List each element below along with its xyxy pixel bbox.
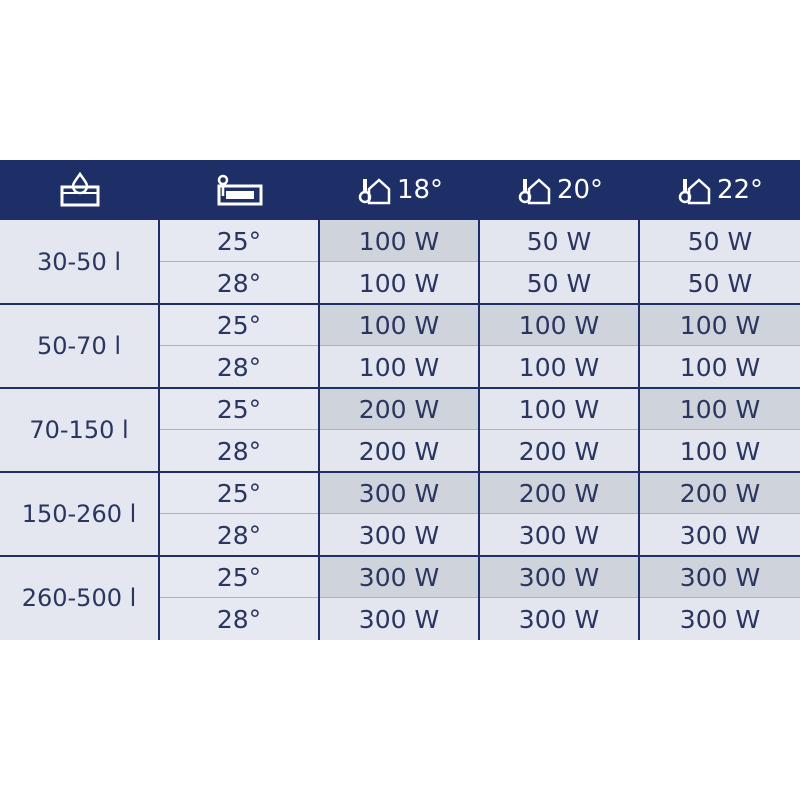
water-temp-cell: 28° (160, 514, 318, 556)
wattage-cell: 100 W (640, 346, 800, 388)
water-temp-cell: 28° (160, 598, 318, 640)
wattage-cell: 300 W (640, 514, 800, 556)
header-heater (160, 160, 320, 220)
wattage-cell: 300 W (640, 598, 800, 640)
wattage-cell: 100 W (320, 346, 478, 388)
volume-cell: 150-260 l (0, 472, 158, 556)
water-temp-cell: 25° (160, 472, 318, 514)
header-aquarium-volume (0, 160, 160, 220)
volume-cell: 260-500 l (0, 556, 158, 640)
wattage-cell: 200 W (480, 472, 638, 514)
row-divider (160, 597, 800, 598)
wattage-cell: 100 W (320, 304, 478, 346)
wattage-cell: 100 W (480, 388, 638, 430)
column-divider (638, 220, 640, 640)
wattage-cell: 300 W (480, 556, 638, 598)
group-divider (0, 387, 800, 389)
wattage-cell: 100 W (640, 388, 800, 430)
aquarium-volume-icon (56, 171, 104, 209)
wattage-cell: 200 W (640, 472, 800, 514)
water-temp-cell: 25° (160, 304, 318, 346)
wattage-cell: 300 W (640, 556, 800, 598)
row-divider (160, 513, 800, 514)
wattage-cell: 50 W (640, 262, 800, 304)
wattage-cell: 50 W (480, 262, 638, 304)
volume-cell: 30-50 l (0, 220, 158, 304)
header-temp-22 (640, 160, 800, 220)
heater-icon (214, 172, 266, 208)
room-thermometer-icon (677, 173, 711, 207)
wattage-cell: 300 W (320, 472, 478, 514)
header-temp-18 (320, 160, 480, 220)
row-divider (160, 429, 800, 430)
column-divider (478, 220, 480, 640)
wattage-cell: 200 W (480, 430, 638, 472)
wattage-cell: 300 W (480, 514, 638, 556)
water-temp-cell: 28° (160, 262, 318, 304)
row-divider (160, 261, 800, 262)
wattage-cell: 100 W (480, 346, 638, 388)
column-divider (318, 220, 320, 640)
wattage-cell: 300 W (320, 556, 478, 598)
wattage-cell: 100 W (320, 262, 478, 304)
wattage-cell: 100 W (320, 220, 478, 262)
heater-wattage-table (0, 160, 800, 640)
wattage-cell: 300 W (480, 598, 638, 640)
volume-cell: 70-150 l (0, 388, 158, 472)
water-temp-cell: 25° (160, 556, 318, 598)
wattage-cell: 100 W (640, 430, 800, 472)
row-divider (160, 345, 800, 346)
group-divider (0, 303, 800, 305)
wattage-cell: 100 W (640, 304, 800, 346)
wattage-cell: 100 W (480, 304, 638, 346)
wattage-cell: 300 W (320, 514, 478, 556)
wattage-cell: 50 W (480, 220, 638, 262)
water-temp-cell: 28° (160, 346, 318, 388)
header-temp-20 (480, 160, 640, 220)
group-divider (0, 555, 800, 557)
header-temp-label: 22° (716, 175, 764, 205)
wattage-cell: 200 W (320, 430, 478, 472)
wattage-cell: 300 W (320, 598, 478, 640)
header-temp-label: 20° (556, 175, 604, 205)
room-thermometer-icon (357, 173, 391, 207)
table-header (0, 160, 800, 220)
table-body (0, 220, 800, 640)
column-divider (158, 220, 160, 640)
wattage-cell: 200 W (320, 388, 478, 430)
room-thermometer-icon (517, 173, 551, 207)
wattage-cell: 50 W (640, 220, 800, 262)
water-temp-cell: 25° (160, 388, 318, 430)
volume-cell: 50-70 l (0, 304, 158, 388)
group-divider (0, 471, 800, 473)
header-temp-label: 18° (396, 175, 444, 205)
water-temp-cell: 25° (160, 220, 318, 262)
water-temp-cell: 28° (160, 430, 318, 472)
